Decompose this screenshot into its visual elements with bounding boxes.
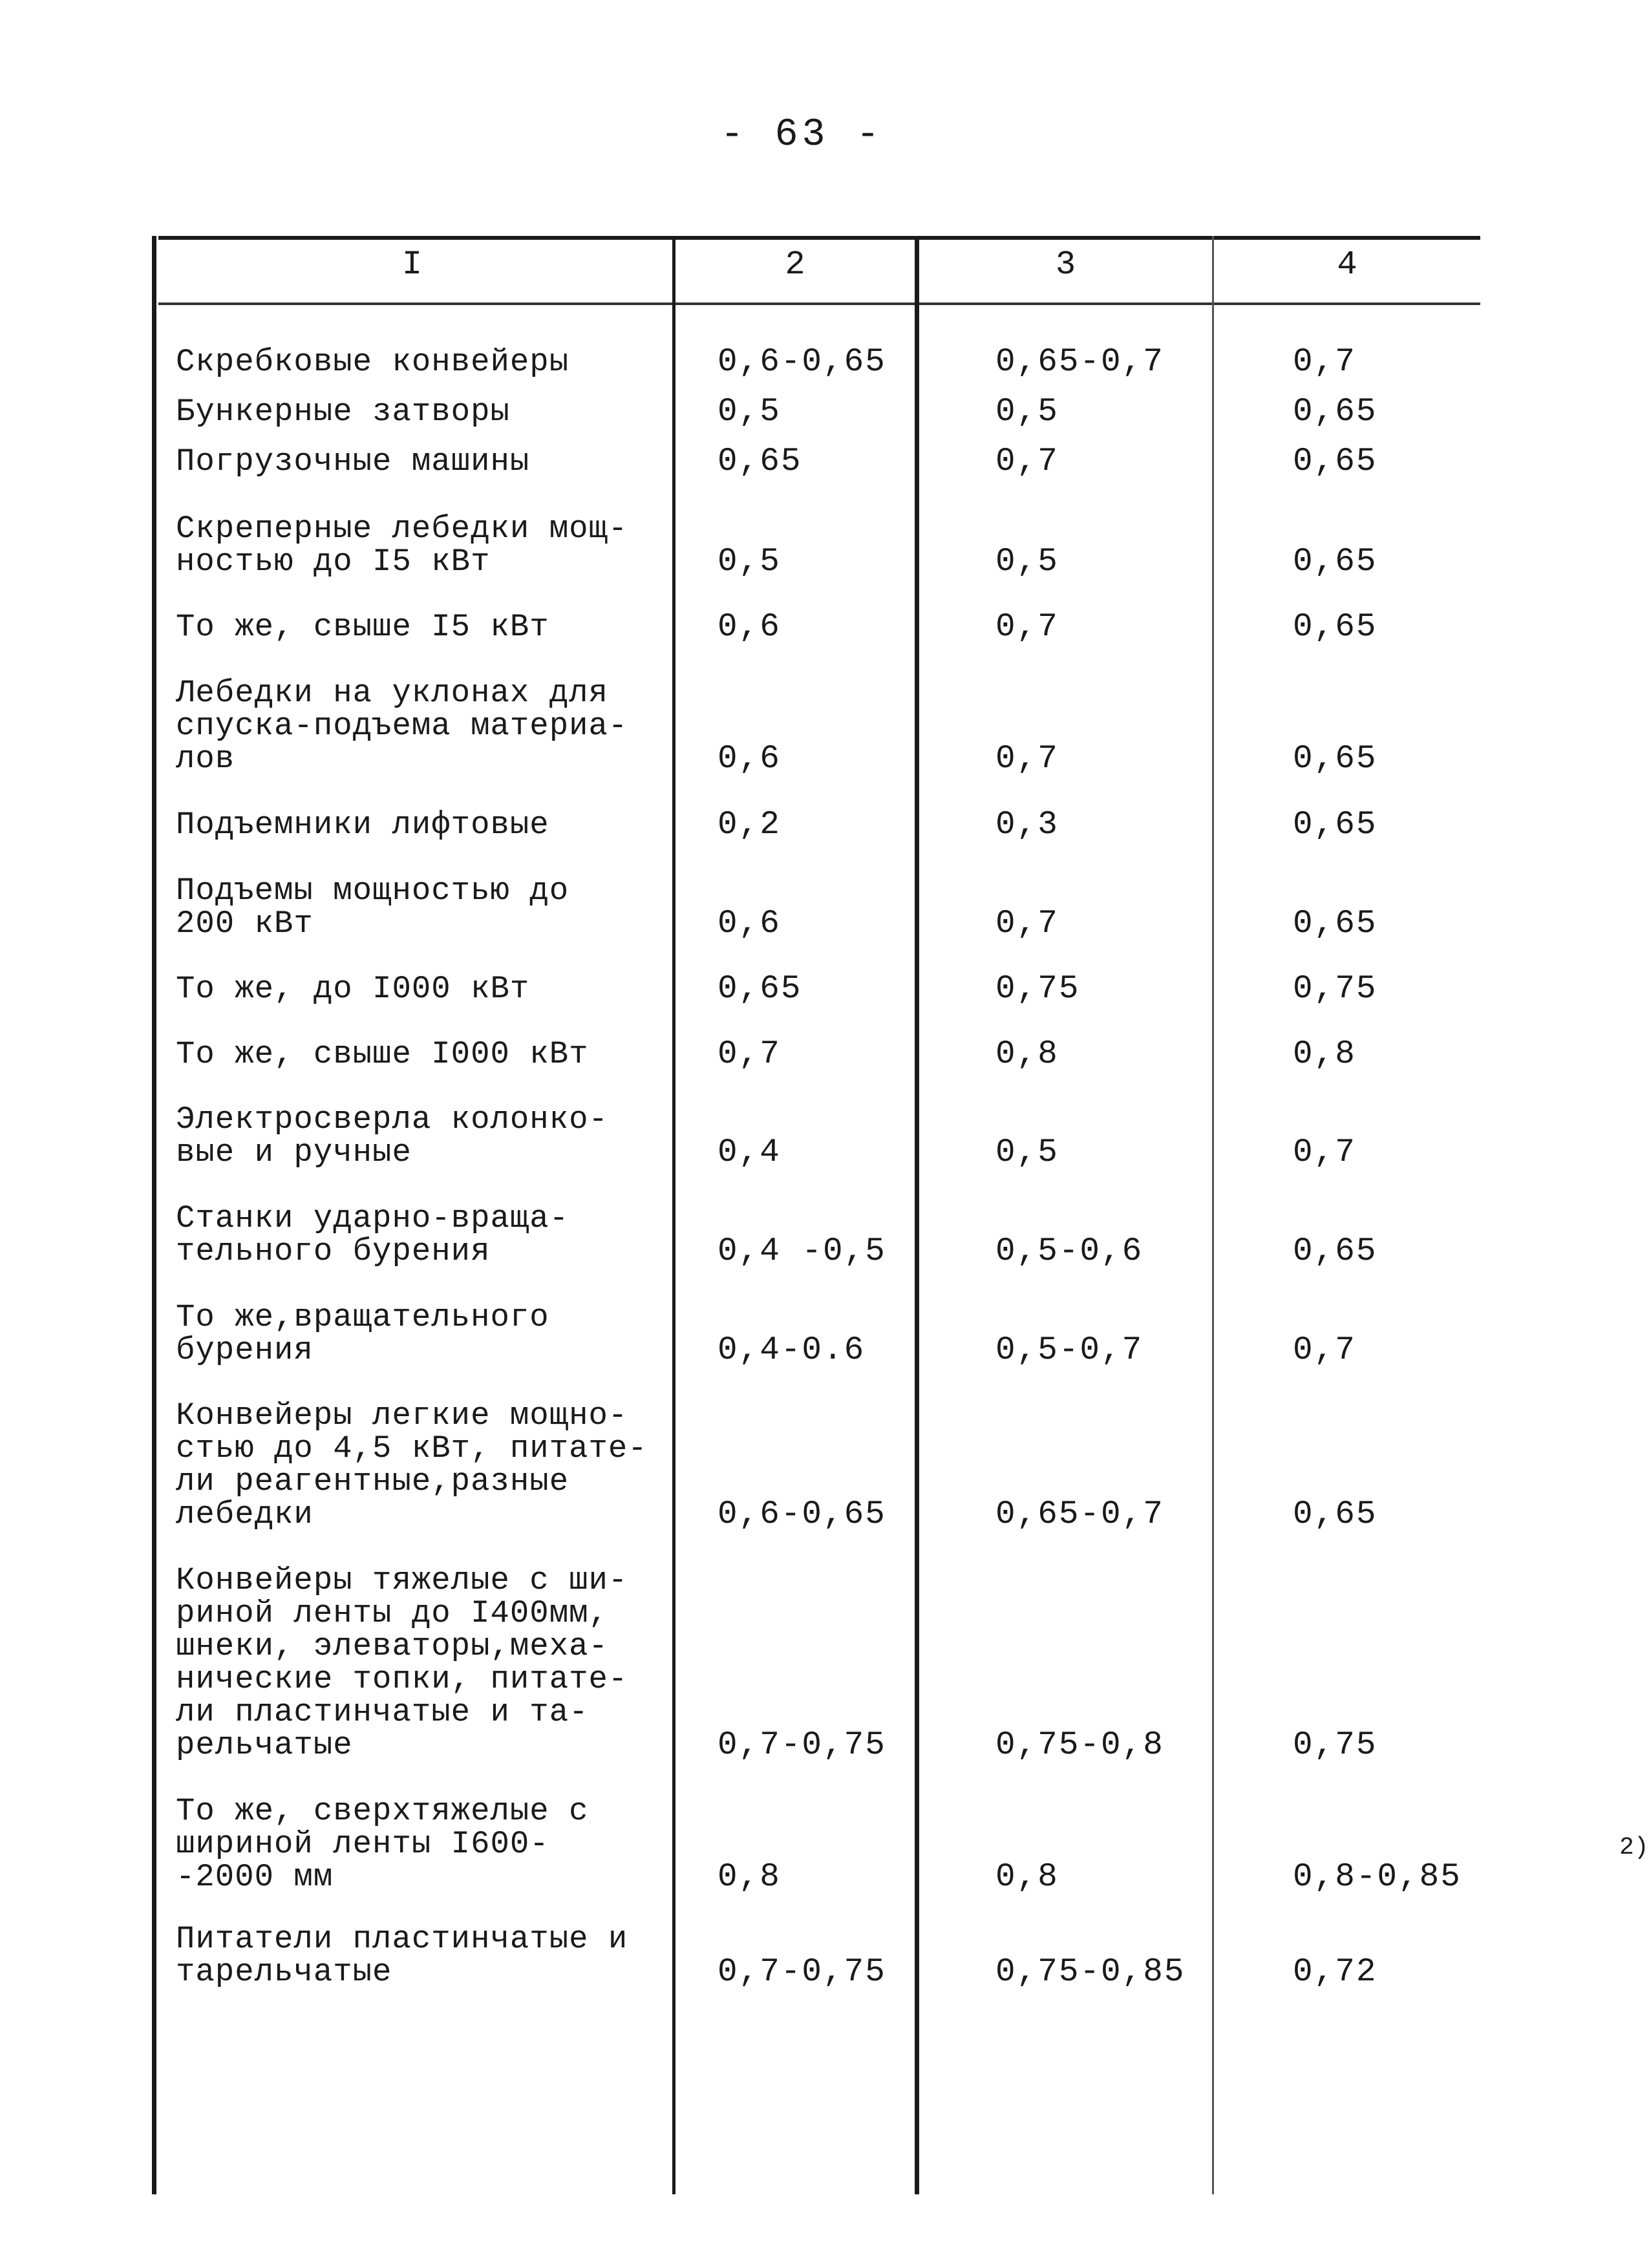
row-value-col-3: 0,7 (995, 443, 1059, 480)
table-row (152, 396, 1480, 429)
row-value-col-2: 0,6 (718, 906, 781, 942)
row-value-col-3: 0,5-0,7 (995, 1332, 1144, 1369)
row-name: Погрузочные машины (176, 443, 530, 480)
row-value-col-4: 0,75 (1293, 1727, 1378, 1764)
row-value-col-4: 0,8-0,85 (1293, 1859, 1462, 1896)
row-value-col-2: 0,7-0,75 (718, 1954, 886, 1991)
row-value-col-4: 0,7 (1293, 344, 1356, 381)
table-row (152, 809, 1480, 842)
row-value-col-2: 0,65 (718, 971, 802, 1008)
row-value-col-2: 0,6-0,65 (718, 344, 886, 381)
row-name: Конвейеры тяжелые с ши- риной ленты до I400мм, шнеки, элеваторы,меха- нические топки, питате- ли пластинчатые и та- рельчатые (176, 1562, 628, 1763)
header-col-2: 2 (785, 246, 805, 284)
row-value-col-3: 0,65-0,7 (995, 344, 1164, 381)
row-value-col-4: 0,65 (1293, 807, 1378, 843)
row-value-col-4: 0,65 (1293, 1233, 1378, 1270)
row-value-col-4: 0,8 (1293, 1036, 1356, 1073)
table-row (152, 1564, 1480, 1762)
row-name: То же,вращательного бурения (176, 1299, 549, 1368)
row-value-col-3: 0,7 (995, 741, 1059, 778)
table-row (152, 973, 1480, 1006)
row-name: То же, до I000 кВт (176, 971, 530, 1007)
row-value-col-2: 0,2 (718, 807, 781, 843)
row-value-col-4: 0,65 (1293, 443, 1378, 480)
row-value-col-3: 0,75-0,8 (995, 1727, 1164, 1764)
row-value-col-4: 0,65 (1293, 906, 1378, 942)
row-name: Конвейеры легкие мощно- стью до 4,5 кВт, питате- ли реагентные,разные лебедки (176, 1397, 648, 1532)
header-col-4: 4 (1337, 246, 1357, 284)
row-name: Питатели пластинчатые и тарельчатые (176, 1921, 628, 1990)
page-number: - 63 - (720, 113, 884, 157)
footnote-marker: 2) (1619, 1834, 1649, 1861)
table-row (152, 1038, 1480, 1071)
row-value-col-2: 0,7 (718, 1036, 781, 1073)
table-row (152, 1202, 1480, 1268)
row-value-col-4: 0,65 (1293, 609, 1378, 646)
row-value-col-3: 0,65-0,7 (995, 1496, 1164, 1533)
table-row (152, 874, 1480, 940)
table-row (152, 1103, 1480, 1169)
row-value-col-4: 0,65 (1293, 544, 1378, 580)
row-value-col-3: 0,5 (995, 1134, 1059, 1171)
row-value-col-2: 0,4-0.6 (718, 1332, 866, 1369)
row-value-col-4: 0,75 (1293, 971, 1378, 1008)
row-value-col-3: 0,75-0,85 (995, 1954, 1186, 1991)
header-col-3: 3 (1055, 246, 1076, 284)
row-value-col-3: 0,3 (995, 807, 1059, 843)
row-value-col-4: 0,7 (1293, 1332, 1356, 1369)
row-name: Подъемы мощностью до 200 кВт (176, 873, 569, 942)
row-value-col-2: 0,65 (718, 443, 802, 480)
table-row (152, 1793, 1649, 1896)
row-value-col-2: 0,6 (718, 609, 781, 646)
row-name: Скребковые конвейеры (176, 344, 569, 380)
table-top-rule (158, 236, 1480, 240)
row-value-col-4: 0,65 (1293, 394, 1378, 430)
table-row (152, 677, 1480, 776)
row-name: Лебедки на уклонах для спуска-подъема материа- лов (176, 675, 628, 777)
row-name: Станки ударно-враща- тельного бурения (176, 1200, 569, 1269)
row-value-col-4: 0,72 (1293, 1954, 1378, 1991)
row-value-col-2: 0,7-0,75 (718, 1727, 886, 1764)
row-value-col-3: 0,5-0,6 (995, 1233, 1144, 1270)
row-value-col-3: 0,5 (995, 544, 1059, 580)
row-value-col-3: 0,7 (995, 906, 1059, 942)
coefficient-table (152, 226, 1649, 2194)
row-value-col-4: 0,7 (1293, 1134, 1356, 1171)
header-col-1: I (401, 246, 423, 284)
row-name: То же, свыше I5 кВт (176, 609, 549, 645)
table-row (152, 1301, 1480, 1367)
row-name: То же, свыше I000 кВт (176, 1036, 589, 1072)
row-value-col-2: 0,5 (718, 394, 781, 430)
row-value-col-3: 0,8 (995, 1859, 1059, 1896)
row-name: Подъемники лифтовые (176, 807, 549, 843)
row-value-col-2: 0,8 (718, 1859, 781, 1896)
header-rule (158, 302, 1480, 305)
row-value-col-3: 0,8 (995, 1036, 1059, 1073)
table-row (152, 445, 1480, 478)
row-value-col-2: 0,4 (718, 1134, 781, 1171)
row-name: Электросверла колонко- вые и ручные (176, 1101, 608, 1171)
table-row (152, 1923, 1480, 1989)
row-value-col-2: 0,5 (718, 544, 781, 580)
table-row (152, 513, 1480, 578)
row-name: Бункерные затворы (176, 394, 510, 430)
row-value-col-4: 0,65 (1293, 1496, 1378, 1533)
row-value-col-4: 0,65 (1293, 741, 1378, 778)
row-value-col-2: 0,4 -0,5 (718, 1233, 886, 1270)
table-row (152, 611, 1480, 644)
row-value-col-2: 0,6-0,65 (718, 1496, 886, 1533)
row-name: То же, сверхтяжелые с шириной ленты I600- -2000 мм (176, 1793, 589, 1895)
row-value-col-3: 0,5 (995, 394, 1059, 430)
row-name: Скреперные лебедки мощ- ностью до I5 кВт (176, 511, 628, 580)
row-value-col-2: 0,6 (718, 741, 781, 778)
table-row (152, 1399, 1480, 1531)
row-value-col-3: 0,75 (995, 971, 1080, 1008)
row-value-col-3: 0,7 (995, 609, 1059, 646)
table-row (152, 346, 1480, 379)
